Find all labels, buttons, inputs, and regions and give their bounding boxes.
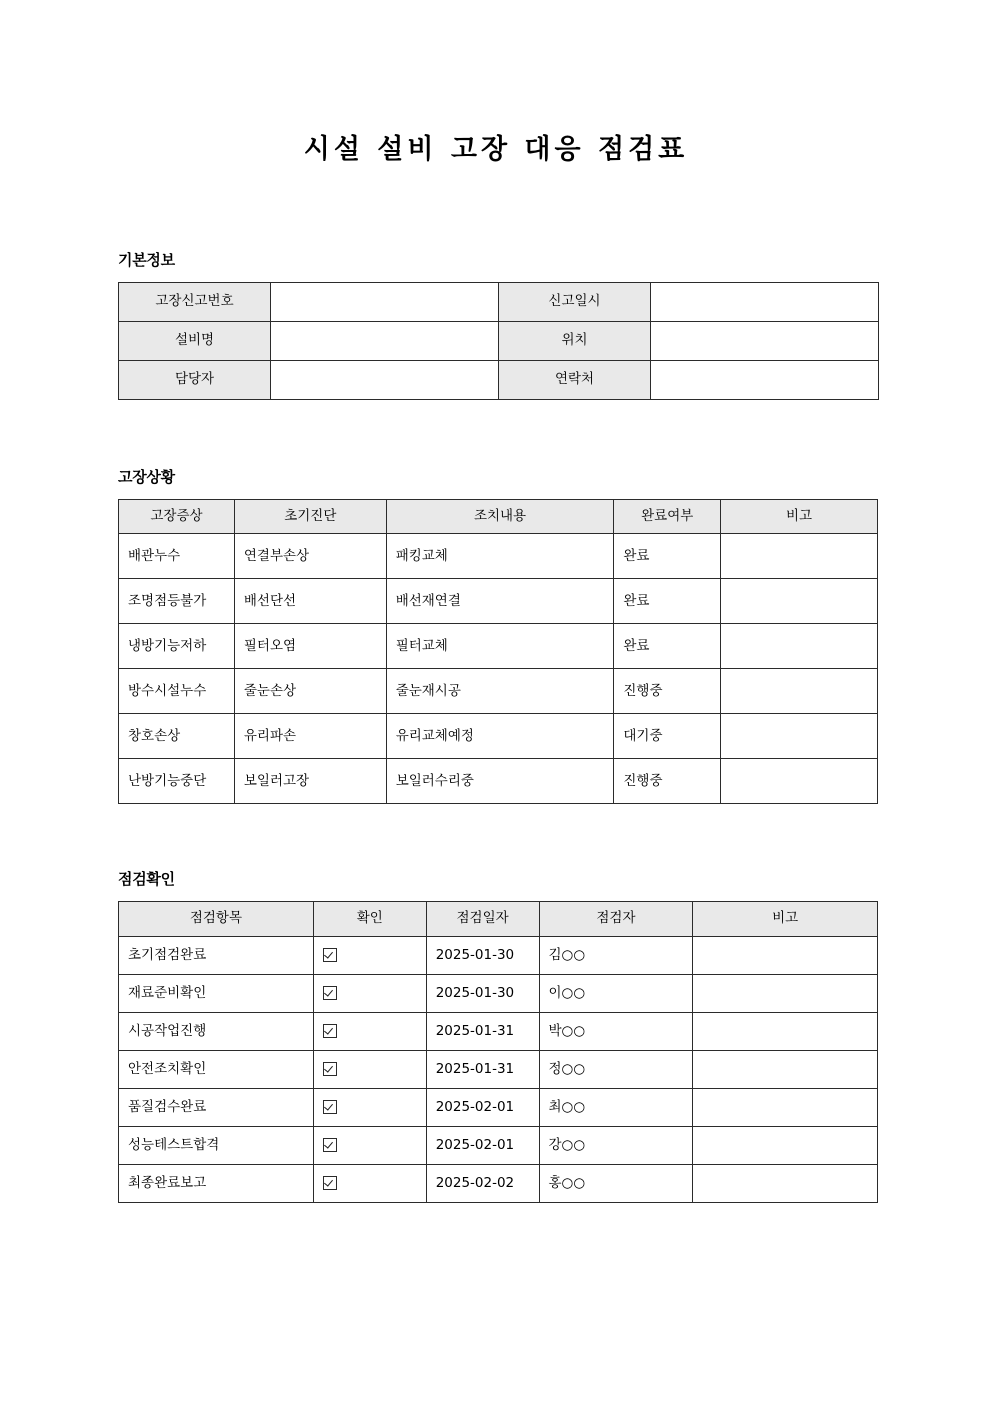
checkbox-checked-icon[interactable] xyxy=(323,948,337,962)
check-column-item: 점검항목 xyxy=(119,902,314,937)
table-row xyxy=(119,579,878,624)
check-cell-item: 안전조치확인 xyxy=(119,1050,314,1088)
check-cell-note[interactable] xyxy=(693,936,878,974)
check-cell-date: 2025-01-30 xyxy=(426,936,539,974)
section-heading-basic-info: 기본정보 xyxy=(118,250,175,269)
check-cell-item: 성능테스트합격 xyxy=(119,1126,314,1164)
fault-cell-note[interactable] xyxy=(721,534,878,579)
fault-cell-status: 완료 xyxy=(614,579,721,624)
check-column-note: 비고 xyxy=(693,902,878,937)
fault-cell-symptom: 조명점등불가 xyxy=(119,579,235,624)
check-cell-date: 2025-01-31 xyxy=(426,1050,539,1088)
check-cell-note[interactable] xyxy=(693,1088,878,1126)
fault-cell-status: 대기중 xyxy=(614,714,721,759)
checkbox-checked-icon[interactable] xyxy=(323,1024,337,1038)
fault-cell-note[interactable] xyxy=(721,624,878,669)
check-cell-item: 최종완료보고 xyxy=(119,1164,314,1202)
check-cell-inspector: 이○○ xyxy=(539,974,693,1012)
table-row xyxy=(119,1012,878,1050)
fault-cell-symptom: 배관누수 xyxy=(119,534,235,579)
fault-column-symptom: 고장증상 xyxy=(119,499,235,534)
inspection-check-table xyxy=(118,901,878,1203)
checkbox-checked-icon[interactable] xyxy=(323,1176,337,1190)
table-header-row xyxy=(119,902,878,937)
check-cell-confirm[interactable] xyxy=(313,1164,426,1202)
fault-cell-action: 보일러수리중 xyxy=(386,759,614,804)
table-row xyxy=(119,1050,878,1088)
fault-status-table xyxy=(118,499,878,805)
fault-cell-action: 유리교체예정 xyxy=(386,714,614,759)
basic-info-value-contact[interactable] xyxy=(651,360,879,399)
check-cell-item: 시공작업진행 xyxy=(119,1012,314,1050)
check-cell-confirm[interactable] xyxy=(313,1012,426,1050)
section-heading-inspection-check: 점검확인 xyxy=(118,870,175,889)
basic-info-value-equipment-name[interactable] xyxy=(271,321,499,360)
fault-column-action: 조치내용 xyxy=(386,499,614,534)
basic-info-label-report-datetime: 신고일시 xyxy=(499,282,651,321)
table-row xyxy=(119,1164,878,1202)
check-cell-date: 2025-02-01 xyxy=(426,1126,539,1164)
check-cell-date: 2025-02-01 xyxy=(426,1088,539,1126)
fault-cell-note[interactable] xyxy=(721,669,878,714)
table-row xyxy=(119,360,879,399)
check-cell-inspector: 홍○○ xyxy=(539,1164,693,1202)
basic-info-label-report-number: 고장신고번호 xyxy=(119,282,271,321)
fault-cell-status: 완료 xyxy=(614,534,721,579)
basic-info-table xyxy=(118,282,879,400)
fault-cell-diagnosis: 필터오염 xyxy=(234,624,386,669)
table-row xyxy=(119,1088,878,1126)
fault-cell-diagnosis: 유리파손 xyxy=(234,714,386,759)
section-basic-info xyxy=(118,249,874,400)
table-row xyxy=(119,282,879,321)
basic-info-label-location: 위치 xyxy=(499,321,651,360)
check-cell-inspector: 정○○ xyxy=(539,1050,693,1088)
check-cell-confirm[interactable] xyxy=(313,1050,426,1088)
fault-cell-symptom: 냉방기능저하 xyxy=(119,624,235,669)
section-inspection-check xyxy=(118,868,874,1203)
fault-cell-diagnosis: 연결부손상 xyxy=(234,534,386,579)
fault-column-note: 비고 xyxy=(721,499,878,534)
fault-cell-diagnosis: 보일러고장 xyxy=(234,759,386,804)
check-cell-inspector: 강○○ xyxy=(539,1126,693,1164)
table-row xyxy=(119,936,878,974)
check-cell-inspector: 박○○ xyxy=(539,1012,693,1050)
fault-cell-action: 줄눈재시공 xyxy=(386,669,614,714)
fault-cell-note[interactable] xyxy=(721,579,878,624)
table-row xyxy=(119,321,879,360)
check-cell-item: 초기점검완료 xyxy=(119,936,314,974)
section-fault-status xyxy=(118,466,874,805)
fault-cell-diagnosis: 배선단선 xyxy=(234,579,386,624)
fault-cell-symptom: 창호손상 xyxy=(119,714,235,759)
table-row xyxy=(119,624,878,669)
check-cell-note[interactable] xyxy=(693,1126,878,1164)
check-column-date: 점검일자 xyxy=(426,902,539,937)
fault-cell-note[interactable] xyxy=(721,714,878,759)
table-row xyxy=(119,669,878,714)
table-row xyxy=(119,1126,878,1164)
check-cell-note[interactable] xyxy=(693,1164,878,1202)
check-cell-date: 2025-01-30 xyxy=(426,974,539,1012)
checkbox-checked-icon[interactable] xyxy=(323,1062,337,1076)
basic-info-label-contact: 연락처 xyxy=(499,360,651,399)
table-row xyxy=(119,974,878,1012)
check-cell-note[interactable] xyxy=(693,1050,878,1088)
fault-cell-status: 완료 xyxy=(614,624,721,669)
fault-cell-action: 패킹교체 xyxy=(386,534,614,579)
page-title: 시설 설비 고장 대응 점검표 xyxy=(303,134,689,165)
check-cell-note[interactable] xyxy=(693,974,878,1012)
check-cell-item: 품질검수완료 xyxy=(119,1088,314,1126)
basic-info-value-report-number[interactable] xyxy=(271,282,499,321)
check-cell-date: 2025-01-31 xyxy=(426,1012,539,1050)
basic-info-value-manager[interactable] xyxy=(271,360,499,399)
basic-info-label-equipment-name: 설비명 xyxy=(119,321,271,360)
fault-cell-status: 진행중 xyxy=(614,669,721,714)
check-cell-inspector: 김○○ xyxy=(539,936,693,974)
check-cell-confirm[interactable] xyxy=(313,1126,426,1164)
checkbox-checked-icon[interactable] xyxy=(323,986,337,1000)
check-cell-date: 2025-02-02 xyxy=(426,1164,539,1202)
fault-cell-diagnosis: 줄눈손상 xyxy=(234,669,386,714)
fault-cell-action: 배선재연결 xyxy=(386,579,614,624)
fault-cell-action: 필터교체 xyxy=(386,624,614,669)
check-cell-confirm[interactable] xyxy=(313,974,426,1012)
basic-info-label-manager: 담당자 xyxy=(119,360,271,399)
basic-info-value-report-datetime[interactable] xyxy=(651,282,879,321)
fault-cell-symptom: 방수시설누수 xyxy=(119,669,235,714)
check-cell-confirm[interactable] xyxy=(313,936,426,974)
table-row xyxy=(119,534,878,579)
check-cell-confirm[interactable] xyxy=(313,1088,426,1126)
checkbox-checked-icon[interactable] xyxy=(323,1100,337,1114)
checkbox-checked-icon[interactable] xyxy=(323,1138,337,1152)
fault-cell-status: 진행중 xyxy=(614,759,721,804)
table-row xyxy=(119,759,878,804)
table-row xyxy=(119,714,878,759)
check-cell-inspector: 최○○ xyxy=(539,1088,693,1126)
fault-cell-symptom: 난방기능중단 xyxy=(119,759,235,804)
fault-column-status: 완료여부 xyxy=(614,499,721,534)
check-cell-note[interactable] xyxy=(693,1012,878,1050)
fault-column-diagnosis: 초기진단 xyxy=(234,499,386,534)
section-heading-fault-status: 고장상황 xyxy=(118,467,175,486)
check-cell-item: 재료준비확인 xyxy=(119,974,314,1012)
table-header-row xyxy=(119,499,878,534)
check-column-inspector: 점검자 xyxy=(539,902,693,937)
check-column-confirm: 확인 xyxy=(313,902,426,937)
basic-info-value-location[interactable] xyxy=(651,321,879,360)
fault-cell-note[interactable] xyxy=(721,759,878,804)
